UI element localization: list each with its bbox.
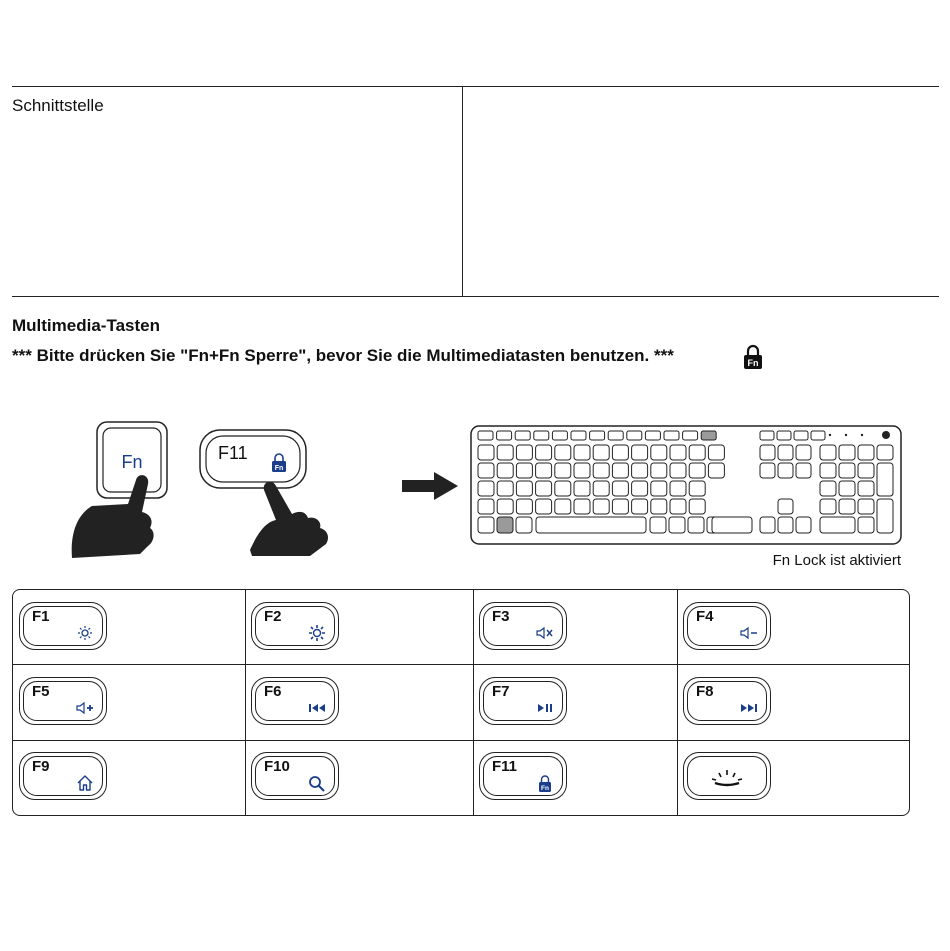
key bbox=[516, 517, 532, 533]
function-key-label: F5 bbox=[32, 683, 50, 700]
key bbox=[777, 431, 791, 440]
next-track-icon bbox=[739, 699, 759, 717]
key bbox=[839, 463, 855, 478]
key bbox=[858, 481, 874, 496]
function-key-f11 bbox=[479, 752, 567, 800]
key bbox=[632, 463, 648, 478]
key bbox=[574, 445, 590, 460]
key bbox=[612, 445, 628, 460]
svg-text:Fn: Fn bbox=[541, 785, 549, 792]
function-key-label: F3 bbox=[492, 608, 510, 625]
key bbox=[877, 445, 893, 460]
key bbox=[712, 517, 752, 533]
table-column-divider bbox=[462, 86, 463, 296]
function-key-label: F9 bbox=[32, 758, 50, 775]
key bbox=[651, 445, 667, 460]
key bbox=[555, 463, 571, 478]
mute-icon bbox=[535, 624, 555, 642]
function-key-label: F7 bbox=[492, 683, 510, 700]
key bbox=[516, 481, 532, 496]
key bbox=[650, 517, 666, 533]
function-key-label: F10 bbox=[264, 758, 290, 775]
key bbox=[778, 463, 793, 478]
key bbox=[820, 517, 855, 533]
key bbox=[571, 431, 586, 440]
key bbox=[552, 431, 567, 440]
key bbox=[536, 445, 552, 460]
search-icon bbox=[307, 774, 327, 792]
key bbox=[689, 463, 705, 478]
key bbox=[670, 445, 686, 460]
function-key-f4 bbox=[683, 602, 771, 650]
key bbox=[858, 517, 874, 533]
arrow-right-icon bbox=[400, 470, 462, 502]
key bbox=[612, 481, 628, 496]
home-icon bbox=[75, 774, 95, 792]
fn-key-label: Fn bbox=[121, 452, 143, 472]
function-key-f9 bbox=[19, 752, 107, 800]
key bbox=[664, 431, 679, 440]
key bbox=[497, 463, 513, 478]
power-icon bbox=[882, 431, 890, 439]
function-key-f10 bbox=[251, 752, 339, 800]
key bbox=[536, 481, 552, 496]
key bbox=[478, 431, 493, 440]
key bbox=[688, 517, 704, 533]
key bbox=[778, 445, 793, 460]
key bbox=[516, 463, 532, 478]
function-key-f5 bbox=[19, 677, 107, 725]
key bbox=[820, 463, 836, 478]
f11-key-label: F11 bbox=[218, 443, 248, 463]
previous-track-icon bbox=[307, 699, 327, 717]
key bbox=[478, 481, 494, 496]
key bbox=[760, 431, 774, 440]
key bbox=[593, 499, 609, 514]
play-pause-icon bbox=[535, 699, 555, 717]
key bbox=[478, 517, 494, 533]
key bbox=[555, 499, 571, 514]
keyboard-illustration bbox=[470, 425, 902, 547]
brightness-up-icon bbox=[307, 624, 327, 642]
key bbox=[497, 481, 513, 496]
svg-text:Fn: Fn bbox=[274, 465, 284, 472]
function-key-f8 bbox=[683, 677, 771, 725]
fn-lock-caption: Fn Lock ist aktiviert bbox=[772, 552, 901, 569]
key bbox=[593, 463, 609, 478]
key bbox=[877, 499, 893, 533]
function-key-table bbox=[12, 589, 910, 816]
table-top-border bbox=[12, 86, 939, 87]
key bbox=[478, 445, 494, 460]
key bbox=[536, 499, 552, 514]
indicator-light bbox=[861, 434, 863, 436]
key bbox=[593, 481, 609, 496]
key bbox=[670, 463, 686, 478]
key bbox=[839, 445, 855, 460]
key bbox=[708, 463, 724, 478]
key bbox=[608, 431, 623, 440]
key bbox=[632, 481, 648, 496]
key bbox=[877, 463, 893, 496]
multimedia-title: Multimedia-Tasten bbox=[12, 316, 160, 335]
key bbox=[760, 445, 775, 460]
key bbox=[796, 463, 811, 478]
table-bottom-border bbox=[12, 296, 939, 297]
key bbox=[669, 517, 685, 533]
key bbox=[689, 481, 705, 496]
key bbox=[632, 445, 648, 460]
indicator-light bbox=[829, 434, 831, 436]
space-bar bbox=[536, 517, 646, 533]
function-key-label: F11 bbox=[492, 758, 518, 775]
key bbox=[778, 499, 793, 514]
key bbox=[534, 431, 549, 440]
key bbox=[689, 499, 705, 514]
function-key-label: F8 bbox=[696, 683, 714, 700]
key bbox=[497, 445, 513, 460]
svg-text:Fn: Fn bbox=[747, 358, 759, 368]
key bbox=[536, 463, 552, 478]
function-key-backlight bbox=[683, 752, 771, 800]
key bbox=[651, 463, 667, 478]
key bbox=[574, 463, 590, 478]
key bbox=[574, 499, 590, 514]
function-key-f7 bbox=[479, 677, 567, 725]
key bbox=[627, 431, 642, 440]
key bbox=[574, 481, 590, 496]
key bbox=[858, 445, 874, 460]
key bbox=[796, 517, 811, 533]
key bbox=[497, 499, 513, 514]
key bbox=[516, 499, 532, 514]
key bbox=[701, 431, 716, 440]
key bbox=[796, 445, 811, 460]
indicator-light bbox=[845, 434, 847, 436]
key bbox=[778, 517, 793, 533]
function-key-label: F1 bbox=[32, 608, 50, 625]
key bbox=[689, 445, 705, 460]
volume-down-icon bbox=[739, 624, 759, 642]
fn-lock-icon bbox=[742, 344, 764, 370]
key bbox=[645, 431, 660, 440]
key bbox=[760, 517, 775, 533]
key bbox=[858, 463, 874, 478]
function-key-label: F4 bbox=[696, 608, 714, 625]
key bbox=[794, 431, 808, 440]
key bbox=[858, 499, 874, 514]
brightness-down-icon bbox=[75, 624, 95, 642]
backlight-icon bbox=[707, 768, 747, 788]
key bbox=[555, 445, 571, 460]
key bbox=[632, 499, 648, 514]
key bbox=[478, 499, 494, 514]
key bbox=[820, 445, 836, 460]
key bbox=[820, 499, 836, 514]
right-hand-icon bbox=[250, 482, 328, 556]
key bbox=[670, 499, 686, 514]
key bbox=[670, 481, 686, 496]
volume-up-icon bbox=[75, 699, 95, 717]
fn-lock-icon bbox=[535, 774, 555, 792]
key bbox=[478, 463, 494, 478]
interface-label: Schnittstelle bbox=[12, 96, 104, 115]
fn-key-highlight bbox=[497, 517, 513, 533]
key bbox=[516, 445, 532, 460]
multimedia-instruction: *** Bitte drücken Sie "Fn+Fn Sperre", bevor Sie die Multimediatasten benutzen. *** bbox=[12, 346, 674, 365]
key bbox=[593, 445, 609, 460]
key bbox=[590, 431, 605, 440]
key bbox=[497, 431, 512, 440]
function-key-f6 bbox=[251, 677, 339, 725]
key bbox=[839, 481, 855, 496]
press-fn-illustration bbox=[0, 410, 360, 570]
fn-key bbox=[97, 422, 167, 498]
function-key-label: F6 bbox=[264, 683, 282, 700]
key bbox=[651, 481, 667, 496]
key bbox=[683, 431, 698, 440]
key bbox=[555, 481, 571, 496]
f11-key bbox=[200, 430, 306, 488]
key bbox=[515, 431, 530, 440]
key bbox=[612, 499, 628, 514]
function-key-f3 bbox=[479, 602, 567, 650]
key bbox=[839, 499, 855, 514]
key bbox=[760, 463, 775, 478]
key bbox=[708, 445, 724, 460]
key bbox=[811, 431, 825, 440]
key bbox=[612, 463, 628, 478]
key bbox=[651, 499, 667, 514]
key bbox=[820, 481, 836, 496]
function-key-f2 bbox=[251, 602, 339, 650]
function-key-label: F2 bbox=[264, 608, 282, 625]
function-key-f1 bbox=[19, 602, 107, 650]
